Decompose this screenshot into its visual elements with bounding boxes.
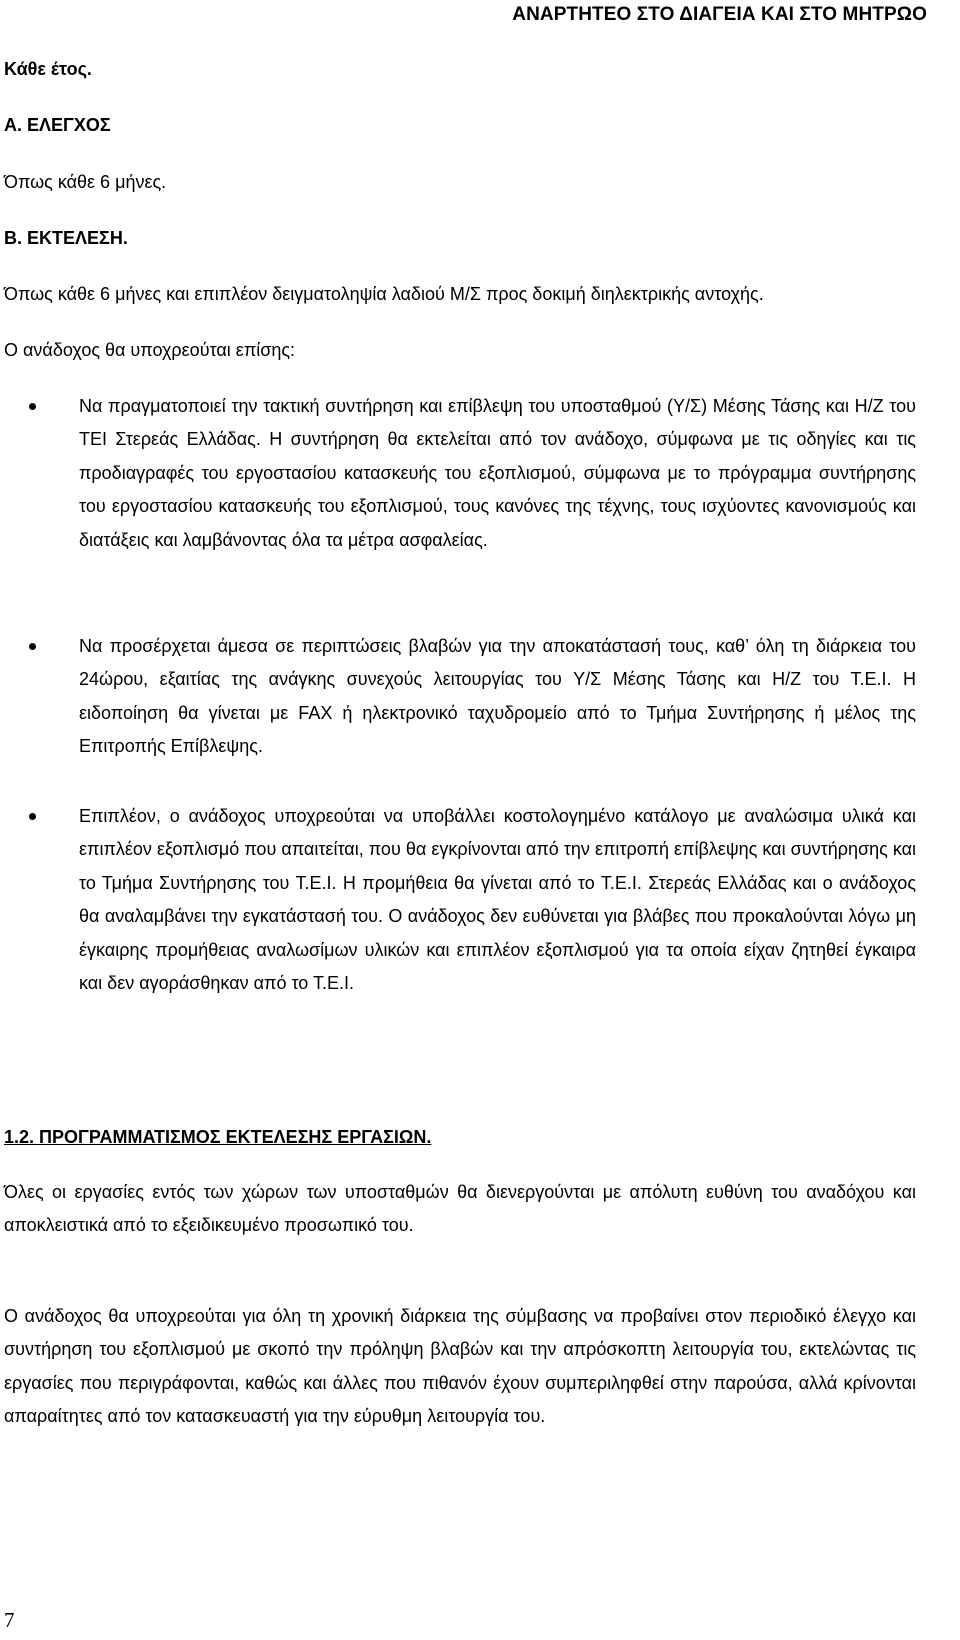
list-item-text: Να πραγματοποιεί την τακτική συντήρηση και επίβλεψη του υποσταθμού (Υ/Σ) Μέσης Τάσης και Η/Ζ του ΤΕΙ Στερεάς Ελλάδας. Η συντήρηση θα εκτελείται από τον ανάδοχο, σύμφωνα με τις οδηγίες και τις προδιαγραφές του εργοστασίου κατασκευής του εξοπλισμού, σύμφωνα με το πρόγραμμα συντήρησης του εργοστασίου κατασκευής του εξοπλισμού, τους κανόνες της τέχνης, τους ισχύοντες κανονισμούς και διατάξεις και λαμβάνοντας όλα τα μέτρα ασφαλείας. <box>79 396 916 550</box>
section-a-text: Όπως κάθε 6 μήνες. <box>4 172 167 192</box>
section-a-heading: Α. ΕΛΕΓΧΟΣ <box>4 115 111 135</box>
section-b-heading: Β. ΕΚΤΕΛΕΣΗ. <box>4 228 128 248</box>
every-year-label: Κάθε έτος. <box>4 59 92 79</box>
list-item-text: Επιπλέον, ο ανάδοχος υποχρεούται να υποβάλλει κοστολογημένο κατάλογο με αναλώσιμα υλικά και επιπλέον εξοπλισμό που απαιτείται, που θα εγκρίνονται από την επιτροπή επίβλεψης και συντήρησης και το Τμήμα Συντήρησης του Τ.Ε.Ι. Η προμήθεια θα γίνεται από το Τ.Ε.Ι. Στερεάς Ελλάδας και ο ανάδοχος θα αναλαμβάνει την εγκατάστασή του. Ο ανάδοχος δεν ευθύνεται για βλάβες που προκαλούνται λόγω μη έγκαιρης προμήθειας αναλωσίμων υλικών και επιπλέον εξοπλισμού για τα οποία είχαν ζητηθεί έγκαιρα και δεν αγοράσθηκαν από το Τ.Ε.Ι. <box>79 806 916 994</box>
list-item-text: Να προσέρχεται άμεσα σε περιπτώσεις βλαβών για την αποκατάστασή τους, καθ’ όλη τη διάρκεια του 24ώρου, εξαιτίας της ανάγκης συνεχούς λειτουργίας του Υ/Σ Μέσης Τάσης και Η/Ζ του Τ.Ε.Ι. Η ειδοποίηση θα γίνεται με FAX ή ηλεκτρονικό ταχυδρομείο από το Τμήμα Συντήρησης ή μέλος της Επιτροπής Επίβλεψης. <box>79 636 916 757</box>
bullet-icon <box>29 403 36 410</box>
section-b-text: Όπως κάθε 6 μήνες και επιπλέον δειγματοληψία λαδιού Μ/Σ προς δοκιμή διηλεκτρικής αντοχής. <box>4 284 764 304</box>
page-number: 7 <box>4 1608 15 1632</box>
paragraph: Όλες οι εργασίες εντός των χώρων των υποσταθμών θα διενεργούνται με απόλυτη ευθύνη του αναδόχου και αποκλειστικά από το εξειδικευμένο προσωπικό του. <box>4 1182 916 1236</box>
bullet-icon <box>29 643 36 650</box>
contractor-intro: Ο ανάδοχος θα υποχρεούται επίσης: <box>4 340 296 360</box>
paragraph: Ο ανάδοχος θα υποχρεούται για όλη τη χρονική διάρκεια της σύμβασης να προβαίνει στον περιοδικό έλεγχο και συντήρηση του εξοπλισμού με σκοπό την πρόληψη βλαβών και την απρόσκοπτη λειτουργία του, εκτελώντας τις εργασίες που περιγράφονται, καθώς και άλλες που πιθανόν έχουν συμπεριληφθεί στην παρούσα, αλλά κρίνονται απαραίτητες από τον κατασκευαστή για την εύρυθμη λειτουργία του. <box>4 1306 916 1427</box>
page-header: ΑΝΑΡΤΗΤΕΟ ΣΤΟ ΔΙΑΓΕΙΑ ΚΑΙ ΣΤΟ ΜΗΤΡΩΟ <box>512 4 927 25</box>
section-heading: 1.2. ΠΡΟΓΡΑΜΜΑΤΙΣΜΟΣ ΕΚΤΕΛΕΣΗΣ ΕΡΓΑΣΙΩΝ. <box>4 1127 432 1147</box>
bullet-icon <box>29 813 36 820</box>
